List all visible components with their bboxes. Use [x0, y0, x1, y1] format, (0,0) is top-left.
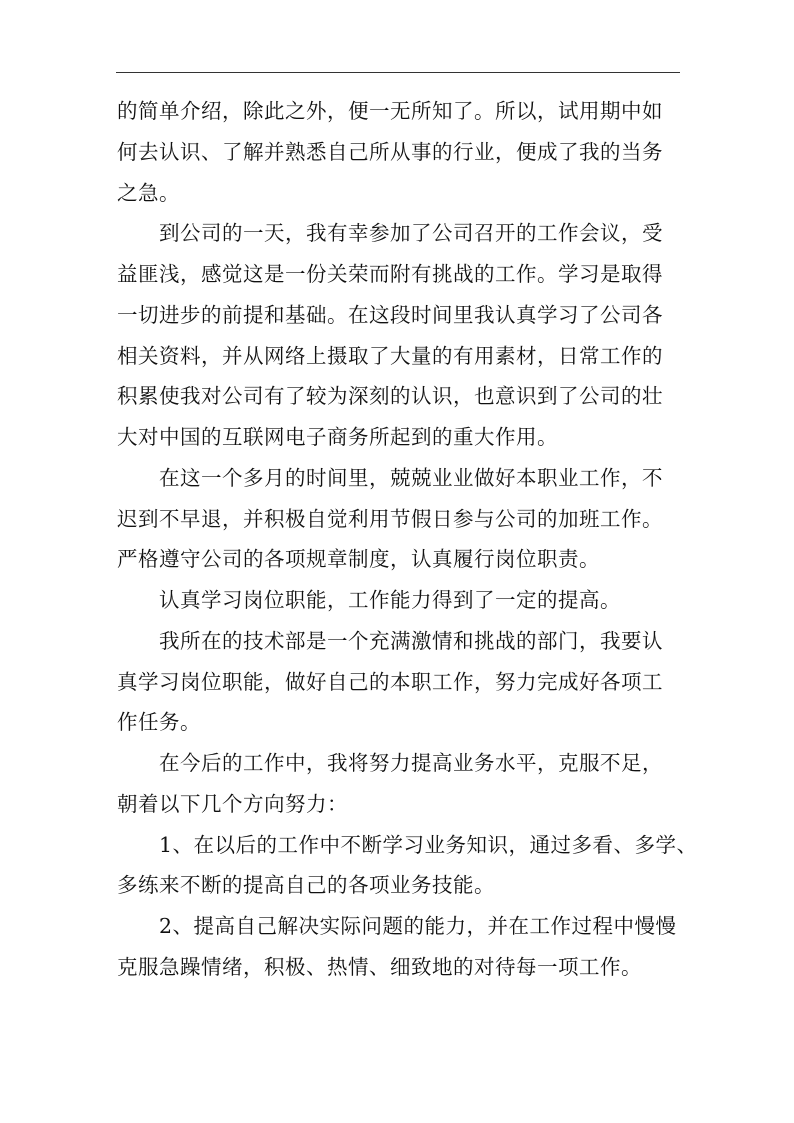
text-line: 益匪浅，感觉这是一份关荣而附有挑战的工作。学习是取得: [117, 262, 663, 286]
text-line: 朝着以下几个方向努力：: [117, 791, 348, 816]
text-line: 到公司的一天，我有幸参加了公司召开的工作会议，受: [159, 221, 663, 246]
text-line: 我所在的技术部是一个充满激情和挑战的部门，我要认: [159, 628, 663, 653]
text-line: 相关资料，并从网络上摄取了大量的有用素材，日常工作的: [117, 343, 663, 368]
text-line: 何去认识、了解并熟悉自己所从事的行业，便成了我的当务: [117, 139, 663, 164]
text-line: 作任务。: [117, 710, 201, 735]
text-line: 真学习岗位职能，做好自己的本职工作，努力完成好各项工: [117, 669, 663, 694]
text-line: 多练来不断的提高自己的各项业务技能。: [117, 873, 495, 898]
text-line: 认真学习岗位职能，工作能力得到了一定的提高。: [159, 588, 621, 612]
text-line: 克服急躁情绪，积极、热情、细致地的对待每一项工作。: [117, 954, 642, 979]
text-line: 严格遵守公司的各项规章制度，认真履行岗位职责。: [117, 547, 600, 572]
text-line: 2、提高自己解决实际问题的能力，并在工作过程中慢慢: [159, 914, 677, 938]
text-line: 在这一个多月的时间里，兢兢业业做好本职业工作，不: [159, 465, 663, 490]
text-line: 迟到不早退，并积极自觉利用节假日参与公司的加班工作。: [117, 506, 663, 531]
text-line: 之急。: [117, 180, 180, 205]
text-line: 大对中国的互联网电子商务所起到的重大作用。: [117, 425, 558, 449]
text-line: 积累使我对公司有了较为深刻的认识，也意识到了公司的壮: [117, 384, 663, 409]
text-line: 在今后的工作中，我将努力提高业务水平，克服不足，: [159, 751, 663, 775]
text-line: 一切进步的前提和基础。在这段时间里我认真学习了公司各: [117, 302, 663, 327]
body-text: [117, 91, 698, 988]
text-line: 1、在以后的工作中不断学习业务知识，通过多看、多学、: [159, 832, 698, 857]
header-rule: [116, 72, 680, 73]
text-line: 的简单介绍，除此之外，便一无所知了。所以，试用期中如: [117, 99, 663, 123]
